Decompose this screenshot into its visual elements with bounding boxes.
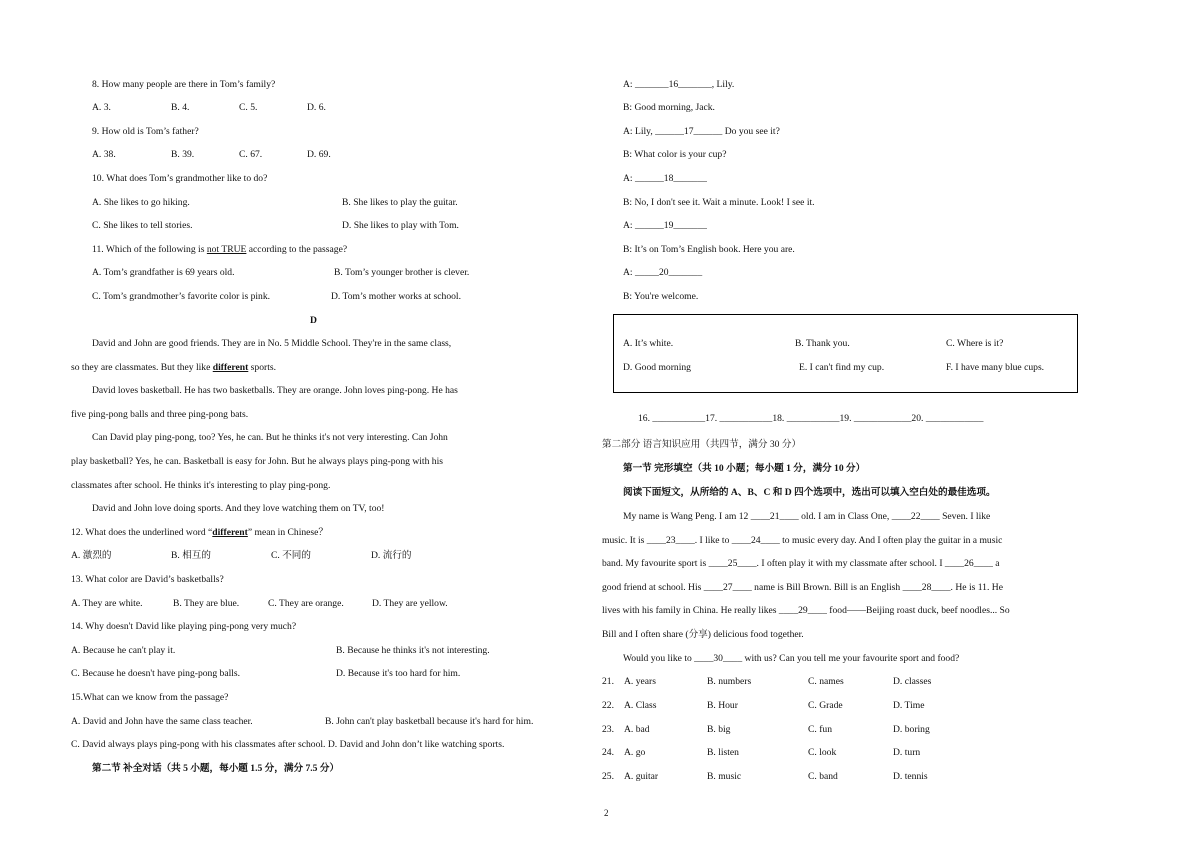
q14-option-d: D. Because it's too hard for him. bbox=[336, 668, 461, 679]
part2-heading: 第二部分 语言知识应用（共四节，满分 30 分） bbox=[602, 439, 802, 450]
dialog-option-d: D. Good morning bbox=[623, 362, 691, 373]
mc-number: 22. bbox=[602, 700, 614, 711]
mc-option-c: C. names bbox=[808, 676, 844, 687]
q8-option-d: D. 6. bbox=[307, 102, 326, 113]
q15-stem: 15.What can we know from the passage? bbox=[71, 692, 229, 703]
q11-underlined: not TRUE bbox=[206, 244, 247, 255]
dialog-line: B: It’s on Tom’s English book. Here you are. bbox=[623, 244, 795, 255]
passage-d-line: Can David play ping-pong, too? Yes, he can. But he thinks it's not very interesting. Can John bbox=[92, 432, 448, 443]
q14-stem: 14. Why doesn't David like playing ping-pong very much? bbox=[71, 621, 297, 632]
passage-d-line: so they are classmates. But they like different sports. bbox=[71, 362, 276, 373]
mc-option-d: D. tennis bbox=[893, 771, 928, 782]
passage-d-line: David and John love doing sports. And they love watching them on TV, too! bbox=[92, 503, 385, 514]
mc-option-b: B. music bbox=[707, 771, 742, 782]
q12-option-a: A. 激烈的 bbox=[71, 550, 112, 561]
cloze-line: good friend at school. His ____27____ name is Bill Brown. Bill is an English ____28____. He is 11. He bbox=[602, 582, 1003, 593]
section2-heading: 第二节 补全对话（共 5 小题，每小题 1.5 分，满分 7.5 分） bbox=[92, 763, 340, 774]
q13-stem: 13. What color are David’s basketballs? bbox=[71, 574, 224, 585]
q11-stem: 11. Which of the following is not TRUE according to the passage? bbox=[92, 244, 348, 255]
q12-option-d: D. 流行的 bbox=[371, 550, 412, 561]
mc-option-a: A. go bbox=[624, 747, 646, 758]
mc-number: 23. bbox=[602, 724, 614, 735]
mc-option-b: B. big bbox=[707, 724, 731, 735]
mc-option-c: C. fun bbox=[808, 724, 832, 735]
q13-option-d: D. They are yellow. bbox=[372, 598, 448, 609]
dialog-line: B: What color is your cup? bbox=[623, 149, 727, 160]
section-d-heading: D bbox=[310, 315, 317, 326]
dialog-option-e: E. I can't find my cup. bbox=[799, 362, 885, 373]
dialog-option-a: A. It’s white. bbox=[623, 338, 674, 349]
q10-stem: 10. What does Tom’s grandmother like to do? bbox=[92, 173, 268, 184]
passage-d-line: David and John are good friends. They are in No. 5 Middle School. They're in the same class, bbox=[92, 338, 452, 349]
q14-option-b: B. Because he thinks it's not interesting. bbox=[336, 645, 490, 656]
q8-option-a: A. 3. bbox=[92, 102, 111, 113]
q13-option-c: C. They are orange. bbox=[268, 598, 344, 609]
cloze-line: Would you like to ____30____ with us? Can you tell me your favourite sport and food? bbox=[623, 653, 960, 664]
dialog-option-c: C. Where is it? bbox=[946, 338, 1004, 349]
dialog-line: A: ______18_______ bbox=[623, 173, 707, 184]
cloze-line: music. It is ____23____. I like to ____24____ to music every day. And I often play the guitar in a music bbox=[602, 535, 1003, 546]
mc-option-d: D. classes bbox=[893, 676, 932, 687]
q14-option-a: A. Because he can't play it. bbox=[71, 645, 176, 656]
dialog-line: B: You're welcome. bbox=[623, 291, 699, 302]
mc-number: 21. bbox=[602, 676, 614, 687]
dialog-line: B: Good morning, Jack. bbox=[623, 102, 715, 113]
q8-stem: 8. How many people are there in Tom’s family? bbox=[92, 79, 276, 90]
q9-option-c: C. 67. bbox=[239, 149, 263, 160]
mc-option-d: D. turn bbox=[893, 747, 921, 758]
cloze-line: Bill and I often share (分享) delicious food together. bbox=[602, 629, 804, 640]
q10-option-c: C. She likes to tell stories. bbox=[92, 220, 193, 231]
page-number: 2 bbox=[604, 808, 609, 818]
section1-heading: 第一节 完形填空（共 10 小题；每小题 1 分，满分 10 分） bbox=[623, 463, 866, 474]
mc-option-a: A. years bbox=[624, 676, 656, 687]
cloze-line: band. My favourite sport is ____25____. I often play it with my classmate after school. I ____26____ a bbox=[602, 558, 1000, 569]
mc-number: 24. bbox=[602, 747, 614, 758]
q9-stem: 9. How old is Tom’s father? bbox=[92, 126, 199, 137]
q8-option-b: B. 4. bbox=[171, 102, 190, 113]
q8-option-c: C. 5. bbox=[239, 102, 258, 113]
mc-option-b: B. listen bbox=[707, 747, 739, 758]
passage-d-line: classmates after school. He thinks it's interesting to play ping-pong. bbox=[71, 480, 331, 491]
q9-option-b: B. 39. bbox=[171, 149, 195, 160]
answer-blanks: 16. ___________17. ___________18. ___________19. ____________20. ____________ bbox=[638, 413, 984, 424]
q11-option-a: A. Tom’s grandfather is 69 years old. bbox=[92, 267, 235, 278]
mc-option-c: C. Grade bbox=[808, 700, 843, 711]
q10-option-d: D. She likes to play with Tom. bbox=[342, 220, 459, 231]
dialog-option-f: F. I have many blue cups. bbox=[946, 362, 1045, 373]
cloze-line: lives with his family in China. He really likes ____29____ food——Beijing roast duck, beef noodles... So bbox=[602, 605, 1010, 616]
dialog-line: B: No, I don't see it. Wait a minute. Look! I see it. bbox=[623, 197, 815, 208]
mc-option-c: C. look bbox=[808, 747, 837, 758]
mc-option-d: D. Time bbox=[893, 700, 925, 711]
dialog-line: A: _____20_______ bbox=[623, 267, 703, 278]
passage-d-line: play basketball? Yes, he can. Basketball is easy for John. But he always plays ping-pong with his bbox=[71, 456, 443, 467]
q11-option-b: B. Tom’s younger brother is clever. bbox=[334, 267, 470, 278]
passage-d-line: five ping-pong balls and three ping-pong bats. bbox=[71, 409, 249, 420]
mc-number: 25. bbox=[602, 771, 614, 782]
mc-option-a: A. Class bbox=[624, 700, 657, 711]
dialog-line: A: Lily, ______17______ Do you see it? bbox=[623, 126, 780, 137]
mc-option-c: C. band bbox=[808, 771, 838, 782]
q14-option-c: C. Because he doesn't have ping-pong balls. bbox=[71, 668, 241, 679]
q12-option-b: B. 相互的 bbox=[171, 550, 211, 561]
q9-option-d: D. 69. bbox=[307, 149, 331, 160]
cloze-line: My name is Wang Peng. I am 12 ____21____ old. I am in Class One, ____22____ Seven. I like bbox=[623, 511, 991, 522]
dialog-line: A: _______16_______, Lily. bbox=[623, 79, 735, 90]
mc-option-b: B. Hour bbox=[707, 700, 738, 711]
q13-option-a: A. They are white. bbox=[71, 598, 143, 609]
q9-option-a: A. 38. bbox=[92, 149, 116, 160]
passage-d-line: David loves basketball. He has two basketballs. They are orange. John loves ping-pong. He has bbox=[92, 385, 458, 396]
q10-option-a: A. She likes to go hiking. bbox=[92, 197, 190, 208]
q12-option-c: C. 不同的 bbox=[271, 550, 311, 561]
mc-option-d: D. boring bbox=[893, 724, 930, 735]
q15-option-cd: C. David always plays ping-pong with his classmates after school. D. David and John don’t like watching sports. bbox=[71, 739, 505, 750]
q15-option-b: B. John can't play basketball because it's hard for him. bbox=[325, 716, 534, 727]
mc-option-a: A. bad bbox=[624, 724, 650, 735]
dialog-option-b: B. Thank you. bbox=[795, 338, 850, 349]
q15-option-a: A. David and John have the same class teacher. bbox=[71, 716, 253, 727]
mc-option-a: A. guitar bbox=[624, 771, 659, 782]
q13-option-b: B. They are blue. bbox=[173, 598, 240, 609]
mc-option-b: B. numbers bbox=[707, 676, 752, 687]
q12-stem: 12. What does the underlined word “different” mean in Chinese？ bbox=[71, 527, 329, 538]
q11-option-c: C. Tom’s grandmother’s favorite color is pink. bbox=[92, 291, 271, 302]
q11-option-d: D. Tom’s mother works at school. bbox=[331, 291, 461, 302]
underlined-word-different: different bbox=[212, 362, 249, 373]
dialog-options-box bbox=[613, 314, 1078, 393]
dialog-line: A: ______19_______ bbox=[623, 220, 707, 231]
cloze-instruction: 阅读下面短文，从所给的 A、B、C 和 D 四个选项中，选出可以填入空白处的最佳选项。 bbox=[623, 487, 996, 498]
q10-option-b: B. She likes to play the guitar. bbox=[342, 197, 458, 208]
